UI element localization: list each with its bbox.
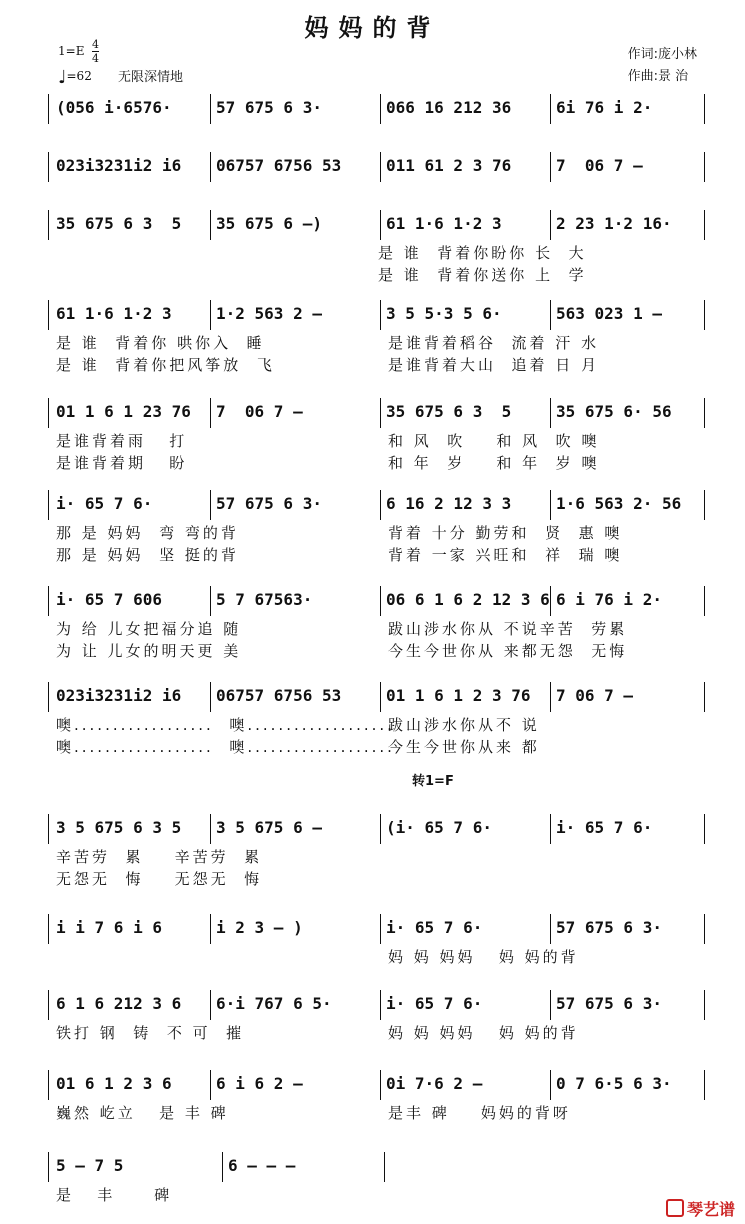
measure: 5 – 7 5 <box>56 1156 124 1175</box>
score-system <box>48 1150 708 1206</box>
lyric-text: 铁打 钢 铸 不 可 摧 <box>56 1024 245 1042</box>
barline <box>210 300 211 330</box>
lyric-line <box>48 452 708 474</box>
barline <box>704 94 705 124</box>
barline <box>550 152 551 182</box>
barline <box>550 490 551 520</box>
lyric-line <box>48 736 708 758</box>
barline <box>704 300 705 330</box>
lyric-text: 辛苦劳 累 辛苦劳 累 <box>56 848 263 866</box>
barline <box>704 490 705 520</box>
lyric-text: 今生今世你从来 都 <box>388 738 540 756</box>
score-system <box>48 488 708 566</box>
barline <box>380 586 381 616</box>
lyric-text: 背着 十分 勤劳和 贤 惠 噢 <box>388 524 623 542</box>
barline <box>380 1070 381 1100</box>
lyric-line <box>48 1022 708 1044</box>
barline <box>550 586 551 616</box>
measure: 01 6 1 2 3 6 <box>56 1074 172 1093</box>
barline <box>210 398 211 428</box>
barline <box>48 300 49 330</box>
measure: 57 675 6 3· <box>216 98 322 117</box>
lyric-text: 跋山涉水你从 不说辛苦 劳累 <box>388 620 628 638</box>
lyric-text: 巍然 屹立 是 丰 碑 <box>56 1104 229 1122</box>
measure: 57 675 6 3· <box>556 994 662 1013</box>
measure: i· 65 7 606 <box>56 590 162 609</box>
barline <box>380 152 381 182</box>
notation-line <box>48 396 708 430</box>
barline <box>48 398 49 428</box>
barline <box>704 1070 705 1100</box>
notation-line <box>48 1150 708 1184</box>
lyric-text: 和 年 岁 和 年 岁 噢 <box>388 454 600 472</box>
measure: 01 1 6 1 23 76 <box>56 402 191 421</box>
barline <box>210 814 211 844</box>
watermark-text: 琴艺谱 <box>686 1200 735 1219</box>
barline <box>210 152 211 182</box>
notation-line <box>48 812 708 846</box>
lyric-line <box>48 846 708 868</box>
measure: 3 5 675 6 – <box>216 818 322 837</box>
notation-line <box>48 150 708 184</box>
measure: 5 7 67563· <box>216 590 313 609</box>
score-system <box>48 988 708 1044</box>
notation-line <box>48 208 708 242</box>
measure: 61 1·6 1·2 3 <box>56 304 172 323</box>
lyric-text: 背着 一家 兴旺和 祥 瑞 噢 <box>388 546 623 564</box>
barline <box>550 210 551 240</box>
lyric-text: 是谁背着大山 追着 日 月 <box>388 356 600 374</box>
lyric-text: 是丰 碑 妈妈的背呀 <box>388 1104 571 1122</box>
barline <box>210 1070 211 1100</box>
barline <box>704 210 705 240</box>
measure: 6 1 6 212 3 6 <box>56 994 182 1013</box>
measure: i· 65 7 6· <box>56 494 153 513</box>
measure: i· 65 7 6· <box>386 918 483 937</box>
lyric-text: 是谁背着雨 打 <box>56 432 188 450</box>
lyric-line <box>48 354 708 376</box>
score-system <box>48 912 708 968</box>
lyric-text: 无怨无 悔 无怨无 悔 <box>56 870 263 888</box>
measure: 6 i 76 i 2· <box>556 590 662 609</box>
measure: 1·2 563 2 – <box>216 304 322 323</box>
measure: 7 06 7 – <box>216 402 303 421</box>
score-system <box>48 812 708 890</box>
lyric-text: 跋山涉水你从不 说 <box>388 716 540 734</box>
score-system <box>48 584 708 662</box>
score-system <box>48 680 708 758</box>
barline <box>210 914 211 944</box>
barline <box>380 814 381 844</box>
notation-line <box>48 988 708 1022</box>
song-title: 妈妈的背 <box>304 13 441 42</box>
measure: 7 06 7 – <box>556 686 634 705</box>
barline <box>48 990 49 1020</box>
logo-icon <box>666 1199 684 1217</box>
lyric-text: 是 丰 碑 <box>56 1186 173 1204</box>
measure: i i 7 6 i 6 <box>56 918 162 937</box>
measure: 06757 6756 53 <box>216 156 342 175</box>
measure: 563 023 1 – <box>556 304 662 323</box>
lyric-line <box>48 640 708 662</box>
credits <box>628 44 697 88</box>
quarter-note-icon: ♩ <box>58 67 67 88</box>
measure: i· 65 7 6· <box>556 818 653 837</box>
lyric-text: 为 让 儿女的明天更 美 <box>56 642 242 660</box>
lyric-line <box>48 264 708 286</box>
measure: 06757 6756 53 <box>216 686 342 705</box>
barline <box>550 990 551 1020</box>
barline <box>48 586 49 616</box>
expression-marking: 无限深情地 <box>118 70 184 85</box>
notation-line <box>48 912 708 946</box>
barline <box>550 814 551 844</box>
lyric-text: 为 给 儿女把福分追 随 <box>56 620 242 638</box>
score-system <box>48 396 708 474</box>
time-signature-numerator: 4 <box>92 38 99 51</box>
lyric-text: 是 谁 背着你 哄你入 睡 <box>56 334 265 352</box>
measure: 6 i 6 2 – <box>216 1074 303 1093</box>
measure: 023i3231i2 i6 <box>56 156 182 175</box>
measure: i 2 3 – ) <box>216 918 303 937</box>
barline <box>550 300 551 330</box>
barline <box>380 490 381 520</box>
lyric-text: 那 是 妈妈 弯 弯的背 <box>56 524 239 542</box>
lyric-line <box>48 1184 708 1206</box>
notation-line <box>48 584 708 618</box>
barline <box>210 210 211 240</box>
measure: 57 675 6 3· <box>216 494 322 513</box>
measure: 1·6 563 2· 56 <box>556 494 682 513</box>
lyric-text: 是谁背着期 盼 <box>56 454 188 472</box>
barline <box>704 152 705 182</box>
measure: 0 7 6·5 6 3· <box>556 1074 672 1093</box>
barline <box>48 210 49 240</box>
barline <box>704 814 705 844</box>
measure: i· 65 7 6· <box>386 994 483 1013</box>
lyric-text: 是 谁 背着你把风筝放 飞 <box>56 356 275 374</box>
lyric-line <box>48 242 708 264</box>
lyric-text: 妈 妈 妈妈 妈 妈的背 <box>388 1024 579 1042</box>
measure: 35 675 6 3 5 <box>386 402 512 421</box>
barline <box>704 398 705 428</box>
measure: 023i3231i2 i6 <box>56 686 182 705</box>
measure: 066 16 212 36 <box>386 98 512 117</box>
lyric-text: 今生今世你从 来都无怨 无悔 <box>388 642 628 660</box>
barline <box>704 990 705 1020</box>
tempo-value: =62 <box>66 69 92 83</box>
notation-line <box>48 488 708 522</box>
measure: 35 675 6· 56 <box>556 402 672 421</box>
lyric-line <box>48 714 708 736</box>
notation-line <box>48 680 708 714</box>
barline <box>380 300 381 330</box>
measure: 35 675 6 –) <box>216 214 322 233</box>
time-signature-denominator: 4 <box>92 52 99 65</box>
measure: 2 23 1·2 16· <box>556 214 672 233</box>
lyric-text: 噢.................. 噢................... <box>56 738 395 756</box>
barline <box>380 210 381 240</box>
measure: 3 5 675 6 3 5 <box>56 818 182 837</box>
barline <box>48 1152 49 1182</box>
lyric-text: 噢.................. 噢................... <box>56 716 395 734</box>
measure: 7 06 7 – <box>556 156 643 175</box>
measure: 35 675 6 3 5 <box>56 214 182 233</box>
score-system <box>48 150 708 184</box>
time-signature <box>92 38 99 65</box>
watermark <box>666 1197 735 1220</box>
barline <box>210 990 211 1020</box>
measure: 6i 76 i 2· <box>556 98 653 117</box>
barline <box>48 94 49 124</box>
barline <box>48 814 49 844</box>
lyricist: 作词:庞小林 <box>627 47 697 62</box>
composer: 作曲:景 治 <box>627 69 689 84</box>
barline <box>550 1070 551 1100</box>
score-system <box>48 298 708 376</box>
lyric-text: 是谁背着稻谷 流着 汗 水 <box>388 334 600 352</box>
barline <box>210 586 211 616</box>
lyric-line <box>48 1102 708 1124</box>
notation-line <box>48 298 708 332</box>
measure: 6 16 2 12 3 3 <box>386 494 512 513</box>
barline <box>704 586 705 616</box>
barline <box>380 990 381 1020</box>
measure: 3 5 5·3 5 6· <box>386 304 502 323</box>
lyric-text: 是 谁 背着你盼你 长 大 <box>378 244 587 262</box>
barline <box>48 152 49 182</box>
lyric-text: 是 谁 背着你送你 上 学 <box>378 266 587 284</box>
measure: 61 1·6 1·2 3 <box>386 214 502 233</box>
lyric-line <box>48 544 708 566</box>
modulation-marking: 转1=F <box>412 774 454 789</box>
lyric-line <box>48 332 708 354</box>
lyric-line <box>48 868 708 890</box>
measure: 06 6 1 6 2 12 3 6 <box>386 590 550 609</box>
barline <box>48 1070 49 1100</box>
lyric-text: 和 风 吹 和 风 吹 噢 <box>388 432 600 450</box>
barline <box>210 94 211 124</box>
barline <box>384 1152 385 1182</box>
lyric-line <box>48 946 708 968</box>
measure: 011 61 2 3 76 <box>386 156 512 175</box>
notation-line <box>48 92 708 126</box>
barline <box>210 490 211 520</box>
lyric-line <box>48 430 708 452</box>
barline <box>380 682 381 712</box>
barline <box>48 682 49 712</box>
key-signature: 1=E <box>58 44 85 58</box>
lyric-text: 那 是 妈妈 坚 挺的背 <box>56 546 239 564</box>
measure: 6 – – – <box>228 1156 296 1175</box>
barline <box>550 94 551 124</box>
barline <box>550 682 551 712</box>
lyric-line <box>48 618 708 640</box>
measure: 0i 7·6 2 – <box>386 1074 483 1093</box>
measure: 57 675 6 3· <box>556 918 662 937</box>
barline <box>550 398 551 428</box>
barline <box>380 94 381 124</box>
score-system <box>48 208 708 286</box>
lyric-text: 妈 妈 妈妈 妈 妈的背 <box>388 948 579 966</box>
barline <box>380 914 381 944</box>
barline <box>48 914 49 944</box>
measure: 01 1 6 1 2 3 76 <box>386 686 531 705</box>
measure: (056 i·6576· <box>56 98 172 117</box>
barline <box>704 682 705 712</box>
notation-line <box>48 1068 708 1102</box>
measure: 6·i 767 6 5· <box>216 994 332 1013</box>
lyric-line <box>48 522 708 544</box>
barline <box>210 682 211 712</box>
barline <box>48 490 49 520</box>
score-system <box>48 92 708 126</box>
measure: (i· 65 7 6· <box>386 818 492 837</box>
barline <box>550 914 551 944</box>
barline <box>380 398 381 428</box>
tempo-marking <box>58 64 92 88</box>
barline <box>704 914 705 944</box>
barline <box>222 1152 223 1182</box>
score-system <box>48 1068 708 1124</box>
